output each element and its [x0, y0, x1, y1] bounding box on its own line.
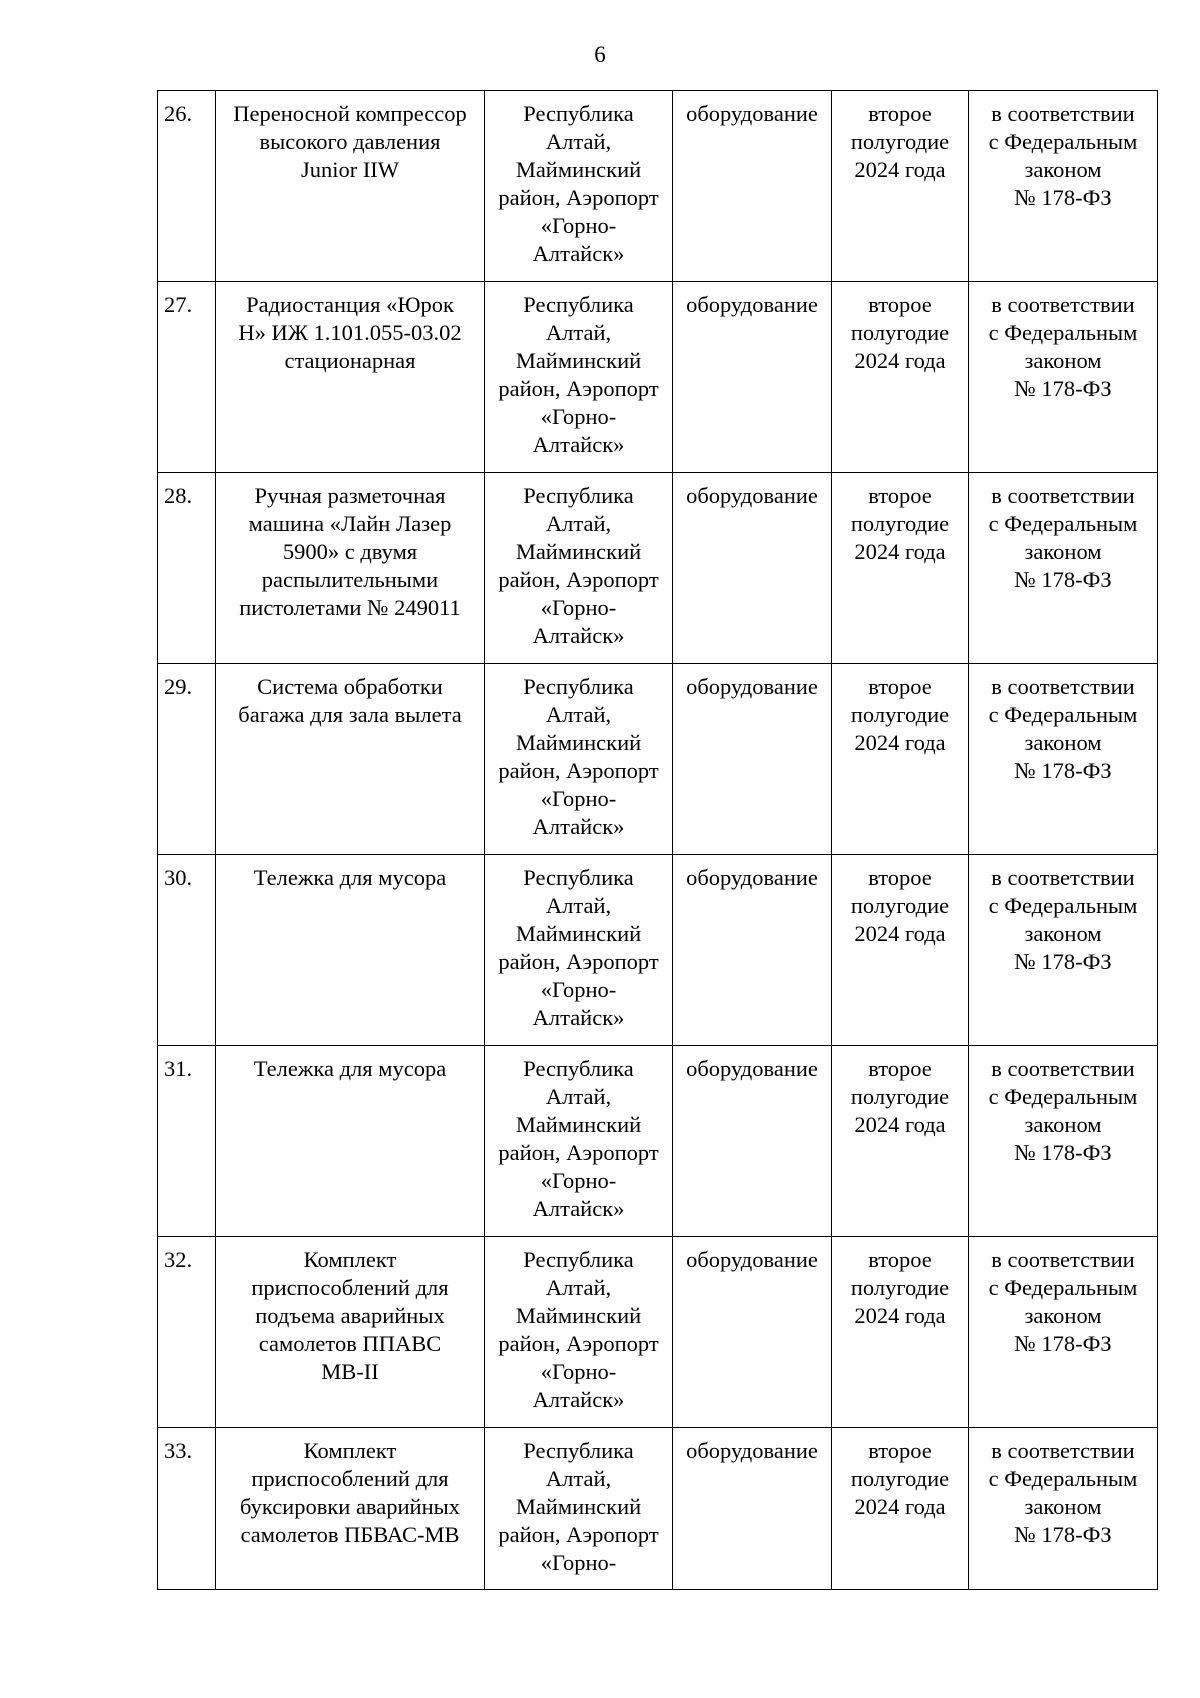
item-period: второе полугодие 2024 года	[832, 473, 969, 664]
table-row	[158, 282, 1158, 473]
item-location: Республика Алтай, Майминский район, Аэропорт «Горно-	[485, 1428, 673, 1590]
row-number: 32.	[158, 1237, 216, 1428]
item-type: оборудование	[673, 91, 832, 282]
row-number: 27.	[158, 282, 216, 473]
item-type: оборудование	[673, 664, 832, 855]
item-basis: в соответствии с Федеральным законом № 178-ФЗ	[969, 1428, 1158, 1590]
item-type: оборудование	[673, 1046, 832, 1237]
item-period: второе полугодие 2024 года	[832, 1046, 969, 1237]
item-name: Комплект приспособлений для буксировки аварийных самолетов ПБВАС-МВ	[216, 1428, 485, 1590]
item-type: оборудование	[673, 282, 832, 473]
item-period: второе полугодие 2024 года	[832, 1428, 969, 1590]
item-name: Ручная разметочная машина «Лайн Лазер 5900» с двумя распылительными пистолетами № 249011	[216, 473, 485, 664]
row-number: 29.	[158, 664, 216, 855]
item-basis: в соответствии с Федеральным законом № 178-ФЗ	[969, 1046, 1158, 1237]
table-row	[158, 473, 1158, 664]
row-number: 31.	[158, 1046, 216, 1237]
item-period: второе полугодие 2024 года	[832, 282, 969, 473]
item-name: Тележка для мусора	[216, 855, 485, 1046]
item-basis: в соответствии с Федеральным законом № 178-ФЗ	[969, 473, 1158, 664]
item-basis: в соответствии с Федеральным законом № 178-ФЗ	[969, 664, 1158, 855]
item-type: оборудование	[673, 473, 832, 664]
table-row	[158, 855, 1158, 1046]
item-name: Радиостанция «Юрок Н» ИЖ 1.101.055-03.02 стационарная	[216, 282, 485, 473]
row-number: 30.	[158, 855, 216, 1046]
item-period: второе полугодие 2024 года	[832, 1237, 969, 1428]
item-type: оборудование	[673, 855, 832, 1046]
table-row	[158, 664, 1158, 855]
item-basis: в соответствии с Федеральным законом № 178-ФЗ	[969, 91, 1158, 282]
item-location: Республика Алтай, Майминский район, Аэропорт «Горно- Алтайск»	[485, 1237, 673, 1428]
row-number: 33.	[158, 1428, 216, 1590]
item-name: Система обработки багажа для зала вылета	[216, 664, 485, 855]
table-row	[158, 1046, 1158, 1237]
item-type: оборудование	[673, 1237, 832, 1428]
item-period: второе полугодие 2024 года	[832, 855, 969, 1046]
item-name: Переносной компрессор высокого давления Junior IIW	[216, 91, 485, 282]
equipment-table	[157, 90, 1158, 1590]
item-period: второе полугодие 2024 года	[832, 91, 969, 282]
table-row	[158, 91, 1158, 282]
item-basis: в соответствии с Федеральным законом № 178-ФЗ	[969, 855, 1158, 1046]
item-period: второе полугодие 2024 года	[832, 664, 969, 855]
item-basis: в соответствии с Федеральным законом № 178-ФЗ	[969, 1237, 1158, 1428]
item-name: Комплект приспособлений для подъема аварийных самолетов ППАВС МВ-II	[216, 1237, 485, 1428]
item-location: Республика Алтай, Майминский район, Аэропорт «Горно- Алтайск»	[485, 473, 673, 664]
item-location: Республика Алтай, Майминский район, Аэропорт «Горно- Алтайск»	[485, 1046, 673, 1237]
row-number: 26.	[158, 91, 216, 282]
table-row	[158, 1237, 1158, 1428]
item-location: Республика Алтай, Майминский район, Аэропорт «Горно- Алтайск»	[485, 91, 673, 282]
item-type: оборудование	[673, 1428, 832, 1590]
item-location: Республика Алтай, Майминский район, Аэропорт «Горно- Алтайск»	[485, 855, 673, 1046]
page-number: 6	[594, 42, 606, 67]
item-basis: в соответствии с Федеральным законом № 178-ФЗ	[969, 282, 1158, 473]
item-name: Тележка для мусора	[216, 1046, 485, 1237]
table-row	[158, 1428, 1158, 1590]
row-number: 28.	[158, 473, 216, 664]
item-location: Республика Алтай, Майминский район, Аэропорт «Горно- Алтайск»	[485, 282, 673, 473]
item-location: Республика Алтай, Майминский район, Аэропорт «Горно- Алтайск»	[485, 664, 673, 855]
